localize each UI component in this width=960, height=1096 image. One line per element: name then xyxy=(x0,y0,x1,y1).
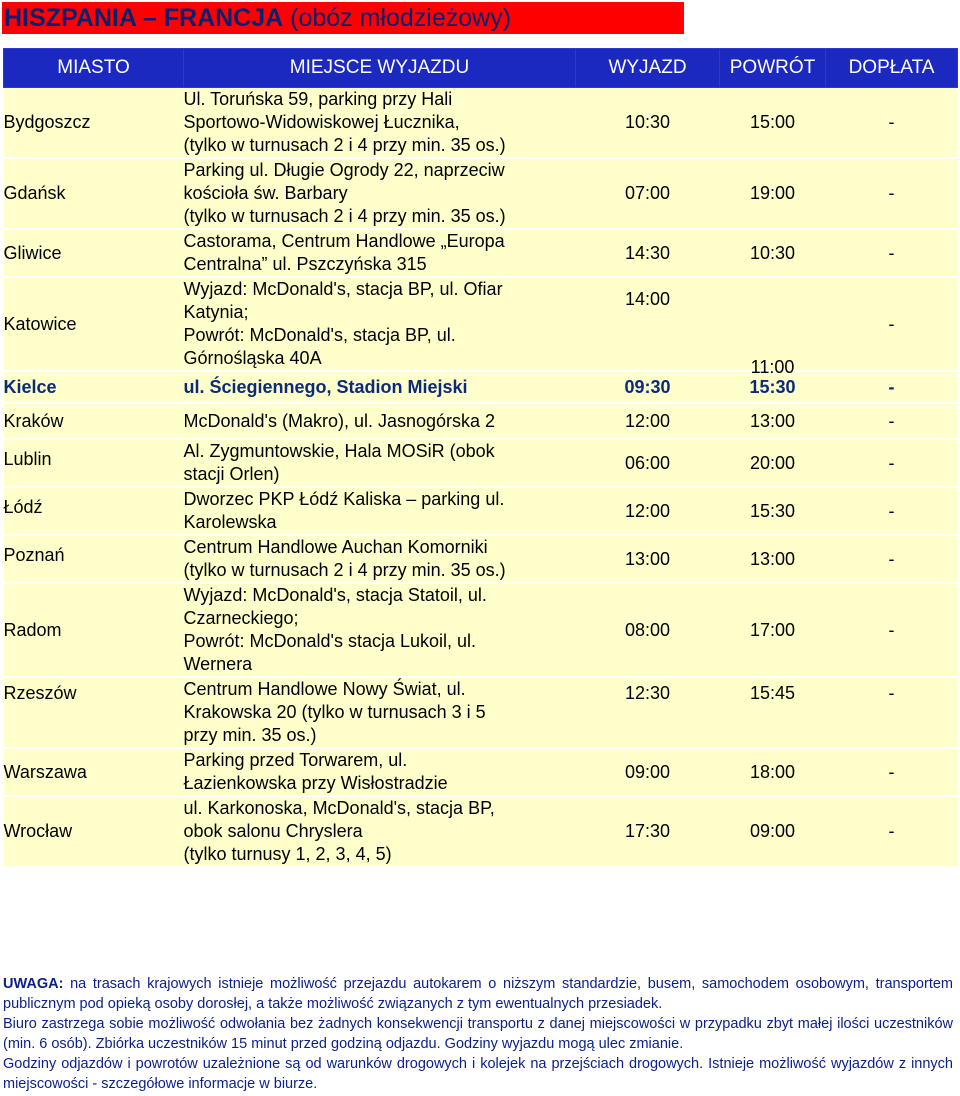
row-return: 13:00 xyxy=(720,403,826,439)
table-row xyxy=(4,748,958,796)
row-surcharge: - xyxy=(826,439,958,487)
row-departure: 06:00 xyxy=(576,439,720,487)
row-city: Kielce xyxy=(4,371,184,403)
page-title xyxy=(2,2,684,34)
row-surcharge: - xyxy=(826,403,958,439)
row-departure: 08:00 xyxy=(576,583,720,677)
row-surcharge: - xyxy=(826,229,958,277)
row-surcharge: - xyxy=(826,796,958,867)
row-departure: 07:00 xyxy=(576,158,720,229)
row-departure: 17:30 xyxy=(576,796,720,867)
row-surcharge: - xyxy=(826,487,958,535)
row-city: Łódź xyxy=(4,487,184,535)
row-return: 15:30 xyxy=(720,487,826,535)
row-place: Centrum Handlowe Nowy Świat, ul. Krakowska 20 (tylko w turnusach 3 i 5 przy min. 35 os.) xyxy=(184,677,576,748)
row-city: Kraków xyxy=(4,403,184,439)
table-row xyxy=(4,487,958,535)
row-city: Gdańsk xyxy=(4,158,184,229)
row-city: Wrocław xyxy=(4,796,184,867)
row-departure: 09:00 xyxy=(576,748,720,796)
notice-text xyxy=(3,974,953,1094)
row-return: 11:00 xyxy=(720,277,826,371)
row-city: Warszawa xyxy=(4,748,184,796)
row-departure: 09:30 xyxy=(576,371,720,403)
notice-line-1: na trasach krajowych istnieje możliwość przejazdu autokarem o niższym standardzie, busem, samochodem osobowym, transportem publicznym pod opieką osoby dorosłej, a także możliwość związanych z tym ewentualnych przesiadek. xyxy=(3,976,953,1012)
table-row xyxy=(4,277,958,371)
header-surcharge: DOPŁATA xyxy=(826,49,958,88)
notice-label: UWAGA: xyxy=(3,976,64,992)
row-city: Radom xyxy=(4,583,184,677)
row-departure: 14:30 xyxy=(576,229,720,277)
row-surcharge: - xyxy=(826,677,958,748)
table-row xyxy=(4,403,958,439)
row-place: Castorama, Centrum Handlowe „Europa Centralna” ul. Pszczyńska 315 xyxy=(184,229,576,277)
row-departure: 14:00 xyxy=(576,277,720,371)
row-departure: 12:30 xyxy=(576,677,720,748)
header-return: POWRÓT xyxy=(720,49,826,88)
row-return: 18:00 xyxy=(720,748,826,796)
table-row xyxy=(4,88,958,159)
table-header xyxy=(4,49,958,88)
header-place: MIEJSCE WYJAZDU xyxy=(184,49,576,88)
row-surcharge: - xyxy=(826,158,958,229)
table-row xyxy=(4,158,958,229)
row-surcharge: - xyxy=(826,748,958,796)
row-surcharge: - xyxy=(826,88,958,159)
row-return: 13:00 xyxy=(720,535,826,583)
row-place: Al. Zygmuntowskie, Hala MOSiR (obok stacji Orlen) xyxy=(184,439,576,487)
row-place: Parking ul. Długie Ogrody 22, naprzeciw kościoła św. Barbary (tylko w turnusach 2 i 4 przy min. 35 os.) xyxy=(184,158,576,229)
row-place: Ul. Toruńska 59, parking przy Hali Sportowo-Widowiskowej Łucznika, (tylko w turnusach 2 i 4 przy min. 35 os.) xyxy=(184,88,576,159)
row-city: Poznań xyxy=(4,535,184,583)
row-city: Gliwice xyxy=(4,229,184,277)
row-return: 15:30 xyxy=(720,371,826,403)
row-return: 17:00 xyxy=(720,583,826,677)
row-surcharge: - xyxy=(826,371,958,403)
table-row xyxy=(4,583,958,677)
row-place: Parking przed Torwarem, ul. Łazienkowska przy Wisłostradzie xyxy=(184,748,576,796)
title-prefix: HISZPANIA – FRANCJA xyxy=(4,4,284,32)
notice-line-2: Biuro zastrzega sobie możliwość odwołania bez żadnych konsekwencji transportu z danej miejscowości w przypadku zbyt małej ilości uczestników (min. 6 osób). Zbiórka uczestników 15 minut przed godziną odjazdu. Godziny wyjazdu mogą ulec zmianie. xyxy=(3,1016,953,1052)
row-return: 10:30 xyxy=(720,229,826,277)
departure-table xyxy=(3,48,958,868)
table-row xyxy=(4,677,958,748)
row-surcharge: - xyxy=(826,535,958,583)
header-departure: WYJAZD xyxy=(576,49,720,88)
row-city: Lublin xyxy=(4,439,184,487)
table-row xyxy=(4,535,958,583)
table-row xyxy=(4,796,958,867)
row-place: Dworzec PKP Łódź Kaliska – parking ul. Karolewska xyxy=(184,487,576,535)
row-return: 09:00 xyxy=(720,796,826,867)
row-departure: 10:30 xyxy=(576,88,720,159)
header-city: MIASTO xyxy=(4,49,184,88)
row-return: 15:45 xyxy=(720,677,826,748)
row-place: ul. Karkonoska, McDonald's, stacja BP, obok salonu Chryslera (tylko turnusy 1, 2, 3, 4, 5) xyxy=(184,796,576,867)
row-departure: 12:00 xyxy=(576,403,720,439)
row-departure: 12:00 xyxy=(576,487,720,535)
title-suffix: (obóz młodzieżowy) xyxy=(290,4,512,32)
row-departure: 13:00 xyxy=(576,535,720,583)
row-surcharge: - xyxy=(826,277,958,371)
table-row xyxy=(4,439,958,487)
row-place: Wyjazd: McDonald's, stacja Statoil, ul. Czarneckiego; Powrót: McDonald's stacja Lukoil, ul. Wernera xyxy=(184,583,576,677)
row-city: Bydgoszcz xyxy=(4,88,184,159)
notice-line-3: Godziny odjazdów i powrotów uzależnione są od warunków drogowych i kolejek na przejściach drogowych. Istnieje możliwość wyjazdów z innych miejscowości - szczegółowe informacje w biurze. xyxy=(3,1056,953,1092)
row-city: Rzeszów xyxy=(4,677,184,748)
table-row xyxy=(4,229,958,277)
row-surcharge: - xyxy=(826,583,958,677)
row-place: McDonald's (Makro), ul. Jasnogórska 2 xyxy=(184,403,576,439)
row-place: Centrum Handlowe Auchan Komorniki (tylko w turnusach 2 i 4 przy min. 35 os.) xyxy=(184,535,576,583)
row-city: Katowice xyxy=(4,277,184,371)
row-place: Wyjazd: McDonald's, stacja BP, ul. Ofiar Katynia; Powrót: McDonald's, stacja BP, ul. Górnośląska 40A xyxy=(184,277,576,371)
row-return: 15:00 xyxy=(720,88,826,159)
row-return: 19:00 xyxy=(720,158,826,229)
row-place: ul. Ściegiennego, Stadion Miejski xyxy=(184,371,576,403)
row-return: 20:00 xyxy=(720,439,826,487)
